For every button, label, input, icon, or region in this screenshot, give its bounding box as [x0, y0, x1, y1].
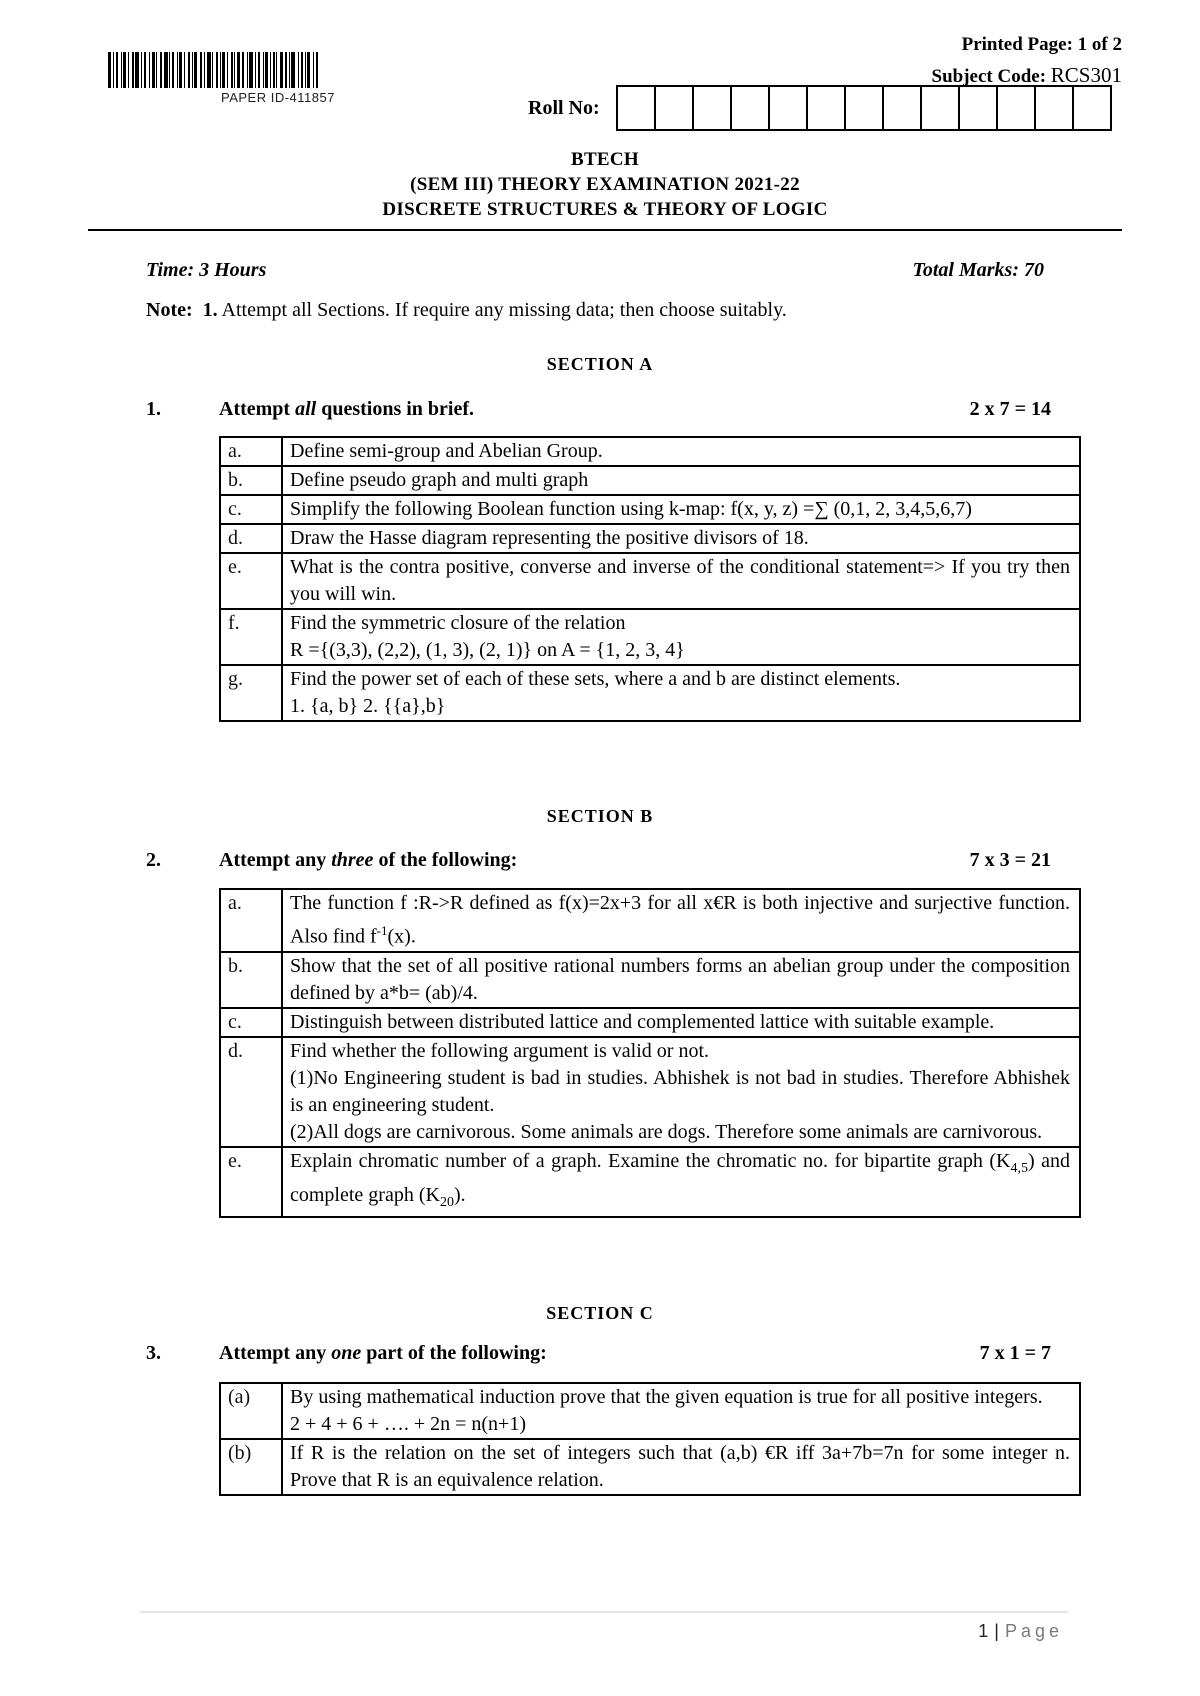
footer-divider	[140, 1611, 1068, 1613]
item-label: e.	[220, 553, 282, 609]
roll-no-boxes	[616, 85, 1112, 131]
item-label: (b)	[220, 1439, 282, 1495]
time: Time: 3 Hours	[146, 259, 267, 281]
roll-box[interactable]	[1074, 87, 1110, 129]
item-label: c.	[220, 1008, 282, 1037]
roll-box[interactable]	[922, 87, 960, 129]
printed-page: Printed Page: 1 of 2	[961, 34, 1122, 55]
roll-box[interactable]	[770, 87, 808, 129]
subject-code-value: RCS301	[1050, 63, 1122, 87]
item-label: a.	[220, 889, 282, 952]
total-marks: Total Marks: 70	[912, 259, 1044, 281]
table-row	[220, 609, 1080, 665]
item-label: c.	[220, 495, 282, 524]
table-row	[220, 437, 1080, 466]
page-footer	[978, 1621, 1063, 1642]
section-b-table	[219, 888, 1081, 1218]
subject-code-label: Subject Code:	[931, 66, 1047, 87]
question-marks: 7 x 3 = 21	[969, 849, 1051, 871]
note-number: 1.	[202, 299, 218, 321]
section-a-table	[219, 436, 1081, 722]
item-label: (a)	[220, 1383, 282, 1439]
item-label: b.	[220, 952, 282, 1008]
question-marks: 2 x 7 = 14	[969, 398, 1051, 420]
program: BTECH	[570, 149, 640, 170]
roll-box[interactable]	[732, 87, 770, 129]
item-text: Draw the Hasse diagram representing the positive divisors of 18.	[282, 524, 1080, 553]
table-row	[220, 665, 1080, 721]
item-text: By using mathematical induction prove that the given equation is true for all positive integers. 2 + 4 + 6 + …. + 2n = n(n+1)	[282, 1383, 1080, 1439]
item-label: f.	[220, 609, 282, 665]
paper-id: PAPER ID-411857	[221, 90, 335, 105]
item-text: What is the contra positive, converse and inverse of the conditional statement=> If you try then you will win.	[282, 553, 1080, 609]
roll-box[interactable]	[846, 87, 884, 129]
item-text: The function f :R->R defined as f(x)=2x+3 for all x€R is both injective and surjective function. Also find $f^{-1}(x)$.	[282, 889, 1080, 952]
question-number: 2.	[146, 849, 161, 871]
item-text: If R is the relation on the set of integers such that (a,b) €R iff 3a+7b=7n for some integer n. Prove that R is an equivalence relation.	[282, 1439, 1080, 1495]
item-text: Define semi-group and Abelian Group.	[282, 437, 1080, 466]
roll-box[interactable]	[656, 87, 694, 129]
page-label: Page	[1004, 1621, 1063, 1641]
exam-title	[88, 147, 1122, 222]
table-row	[220, 1037, 1080, 1147]
item-label: g.	[220, 665, 282, 721]
subject-name: DISCRETE STRUCTURES & THEORY OF LOGIC	[382, 199, 828, 220]
item-text: Explain chromatic number of a graph. Examine the chromatic no. for bipartite graph $(K_{4,5})$ and complete graph $(K_{20})$.	[282, 1147, 1080, 1217]
item-text: Distinguish between distributed lattice and complemented lattice with suitable example.	[282, 1008, 1080, 1037]
roll-box[interactable]	[694, 87, 732, 129]
roll-no-label: Roll No:	[528, 96, 600, 119]
roll-box[interactable]	[884, 87, 922, 129]
roll-box[interactable]	[618, 87, 656, 129]
question-marks: 7 x 1 = 7	[979, 1342, 1051, 1364]
title-divider	[88, 229, 1122, 231]
header-right	[932, 30, 1122, 92]
item-text: Find the power set of each of these sets, where a and b are distinct elements. 1. {a, b} 2. {{a},b}	[282, 665, 1080, 721]
exam-name: (SEM III) THEORY EXAMINATION 2021-22	[410, 174, 800, 195]
table-row	[220, 952, 1080, 1008]
roll-box[interactable]	[1036, 87, 1074, 129]
note	[146, 299, 787, 322]
table-row	[220, 1383, 1080, 1439]
item-text: Find the symmetric closure of the relation R ={(3,3), (2,2), (1, 3), (2, 1)} on A = {1, 2, 3, 4}	[282, 609, 1080, 665]
table-row	[220, 553, 1080, 609]
question-number: 1.	[146, 398, 161, 420]
item-text: Simplify the following Boolean function using k-map: f(x, y, z) =∑ (0,1, 2, 3,4,5,6,7)	[282, 495, 1080, 524]
roll-box[interactable]	[998, 87, 1036, 129]
barcode-bars	[108, 52, 470, 88]
table-row	[220, 1147, 1080, 1217]
table-row	[220, 524, 1080, 553]
item-label: a.	[220, 437, 282, 466]
item-text: Find whether the following argument is valid or not. (1)No Engineering student is bad in studies. Abhishek is not bad in studies. Therefore Abhishek is an engineering student. (2)All dogs are carnivorous. Some animals are dogs. Therefore some animals are carnivorous.	[282, 1037, 1080, 1147]
time-marks-row	[146, 259, 1044, 282]
item-label: b.	[220, 466, 282, 495]
roll-box[interactable]	[960, 87, 998, 129]
item-text: Show that the set of all positive rational numbers forms an abelian group under the composition defined by a*b= (ab)/4.	[282, 952, 1080, 1008]
table-row	[220, 889, 1080, 952]
question-instruction: Attempt any three of the following:	[219, 849, 518, 871]
question-number: 3.	[146, 1342, 161, 1364]
section-b-heading: SECTION B	[546, 806, 654, 826]
table-row	[220, 495, 1080, 524]
note-label: Note:	[146, 299, 193, 321]
note-text: Attempt all Sections. If require any missing data; then choose suitably.	[221, 299, 787, 321]
table-row	[220, 466, 1080, 495]
item-label: d.	[220, 1037, 282, 1147]
section-c-heading: SECTION C	[546, 1303, 654, 1323]
item-label: e.	[220, 1147, 282, 1217]
table-row	[220, 1008, 1080, 1037]
question-instruction: Attempt all questions in brief.	[219, 398, 475, 420]
footer-separator: |	[994, 1621, 999, 1641]
roll-number	[528, 85, 1112, 131]
section-a-heading: SECTION A	[546, 354, 654, 374]
item-text: Define pseudo graph and multi graph	[282, 466, 1080, 495]
page-number: 1	[978, 1621, 989, 1641]
question-instruction: Attempt any one part of the following:	[219, 1342, 547, 1364]
section-c-table	[219, 1382, 1081, 1496]
table-row	[220, 1439, 1080, 1495]
item-label: d.	[220, 524, 282, 553]
roll-box[interactable]	[808, 87, 846, 129]
barcode	[108, 52, 470, 105]
